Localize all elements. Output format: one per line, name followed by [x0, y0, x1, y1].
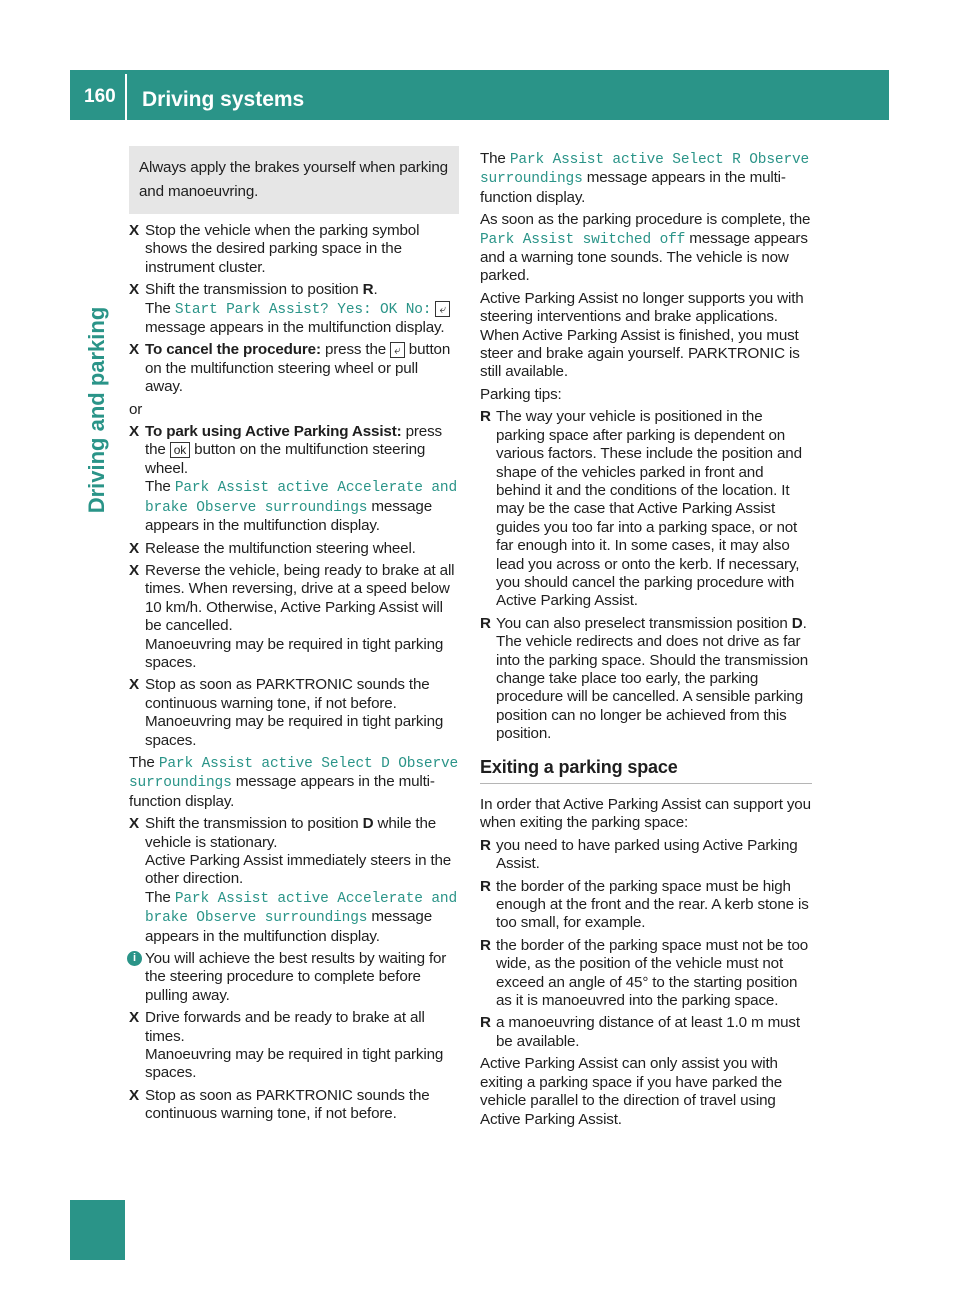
- paragraph-select-r: The Park Assist active Select R Observe surroundings message appears in the multi-function display.: [480, 150, 810, 206]
- step-stop-final: X Stop as soon as PARKTRONIC sounds the continuous warning tone, if not before.: [129, 1087, 459, 1124]
- display-message: Park Assist active Accelerate and brake Observe surroundings: [145, 890, 458, 927]
- step-shift-d: X Shift the transmission to position D while the vehicle is stationary. Active Parking Assist immediately steers in the other direction. The Park Assist active Accelerate and brake Observe surroundings message appears in the multifunction display.: [129, 815, 459, 946]
- display-message: Park Assist active Accelerate and brake Observe surroundings: [145, 480, 458, 516]
- page-title: Driving systems: [142, 88, 305, 111]
- paragraph-final: Active Parking Assist can only assist you with exiting a parking space if you have parked the vehicle parallel to the direction of travel using Active Parking Assist.: [480, 1055, 783, 1128]
- ok-button-icon: ok: [170, 442, 190, 458]
- step-stop-vehicle: X Stop the vehicle when the parking symbol shows the desired parking space in the instrument cluster.: [129, 222, 459, 277]
- step-release: X Release the multifunction steering wheel.: [129, 540, 459, 558]
- condition-item: R the border of the parking space must not be too wide, as the position of the vehicle must not exceed an angle of 45° to the starting position as it is manoeuvred into the parking space.: [480, 937, 812, 1011]
- or-text: or: [129, 400, 143, 418]
- note-box: Always apply the brakes yourself when parking and manoeuvring.: [129, 146, 459, 214]
- parking-tips-label: Parking tips:: [480, 385, 562, 403]
- step-stop-parktronic: X Stop as soon as PARKTRONIC sounds the continuous warning tone, if not before. Manoeuvring may be required in tight parking spaces.: [129, 676, 459, 750]
- paragraph-complete: As soon as the parking procedure is complete, the Park Assist switched off message appears and a warning tone sounds. The vehicle is now parked.: [480, 211, 811, 285]
- step-shift-r: X Shift the transmission to position R. The Start Park Assist? Yes: OK No: ⤶ message appears in the multifunction display.: [129, 281, 459, 337]
- paragraph-exiting: In order that Active Parking Assist can support you when exiting the parking space:: [480, 796, 811, 832]
- step-drive-forwards: X Drive forwards and be ready to brake at all times. Manoeuvring may be required in tight parking spaces.: [129, 1009, 459, 1083]
- tip-item: R The way your vehicle is positioned in the parking space after parking is dependent on various factors. These include the position and shape of the vehicles parked in front and behind it and the conditions of the location. It may be the case that Active Parking Assist guides you too far into a parking space, or not far enough into it. In some cases, it may also lead you across or onto the kerb. If necessary, you should cancel the parking procedure with Active Parking Assist.: [480, 408, 812, 610]
- paragraph-no-support: Active Parking Assist no longer supports you with steering interventions and brake applications. When Active Parking Assist is finished, you must steer and brake again yourself. PARKTRONIC is still available.: [480, 289, 804, 381]
- info-icon: i: [127, 951, 142, 966]
- tip-item: R You can also preselect transmission position D. The vehicle redirects and does not drive as far into the parking space. Should the transmission change take place too early, the parking procedure will be cancelled. A sensible parking position can no longer be achieved from this position.: [480, 615, 812, 744]
- back-button-icon: ⤶: [435, 301, 450, 317]
- section-heading: Exiting a parking space: [480, 758, 812, 784]
- back-button-icon: ⤶: [390, 342, 405, 358]
- section-tab-marker: [70, 1200, 125, 1260]
- display-message: Start Park Assist? Yes: OK No:: [174, 301, 432, 318]
- step-reverse: X Reverse the vehicle, being ready to brake at all times. When reversing, drive at a speed below 10 km/h. Otherwise, Active Parking Assist will be cancelled. Manoeuvring may be required in tight parking spaces.: [129, 562, 459, 672]
- right-column: [480, 150, 812, 1133]
- condition-item: R the border of the parking space must be high enough at the front and the rear. A kerb stone is too small, for example.: [480, 878, 812, 933]
- step-park: X To park using Active Parking Assist: press the ok button on the multifunction steering wheel. The Park Assist active Accelerate and brake Observe surroundings message appears in the multifunction display.: [129, 423, 459, 535]
- left-column: [129, 150, 459, 1128]
- display-message: Park Assist active Select D Observe surroundings: [129, 755, 459, 792]
- header-divider: [125, 74, 127, 120]
- display-message: Park Assist switched off: [480, 231, 686, 248]
- section-tab-label: Driving and parking: [84, 306, 109, 514]
- display-message: Park Assist active Select R Observe surroundings: [480, 152, 810, 188]
- step-cancel: X To cancel the procedure: press the ⤶ button on the multifunction steering wheel or pull away.: [129, 341, 459, 396]
- info-note: i You will achieve the best results by waiting for the steering procedure to complete before pulling away.: [129, 950, 459, 1005]
- condition-item: R a manoeuvring distance of at least 1.0 m must be available.: [480, 1014, 812, 1051]
- page-number: 160: [84, 86, 116, 107]
- paragraph-select-d: The Park Assist active Select D Observe surroundings message appears in the multi-function display.: [129, 753, 459, 810]
- condition-item: R you need to have parked using Active Parking Assist.: [480, 837, 812, 874]
